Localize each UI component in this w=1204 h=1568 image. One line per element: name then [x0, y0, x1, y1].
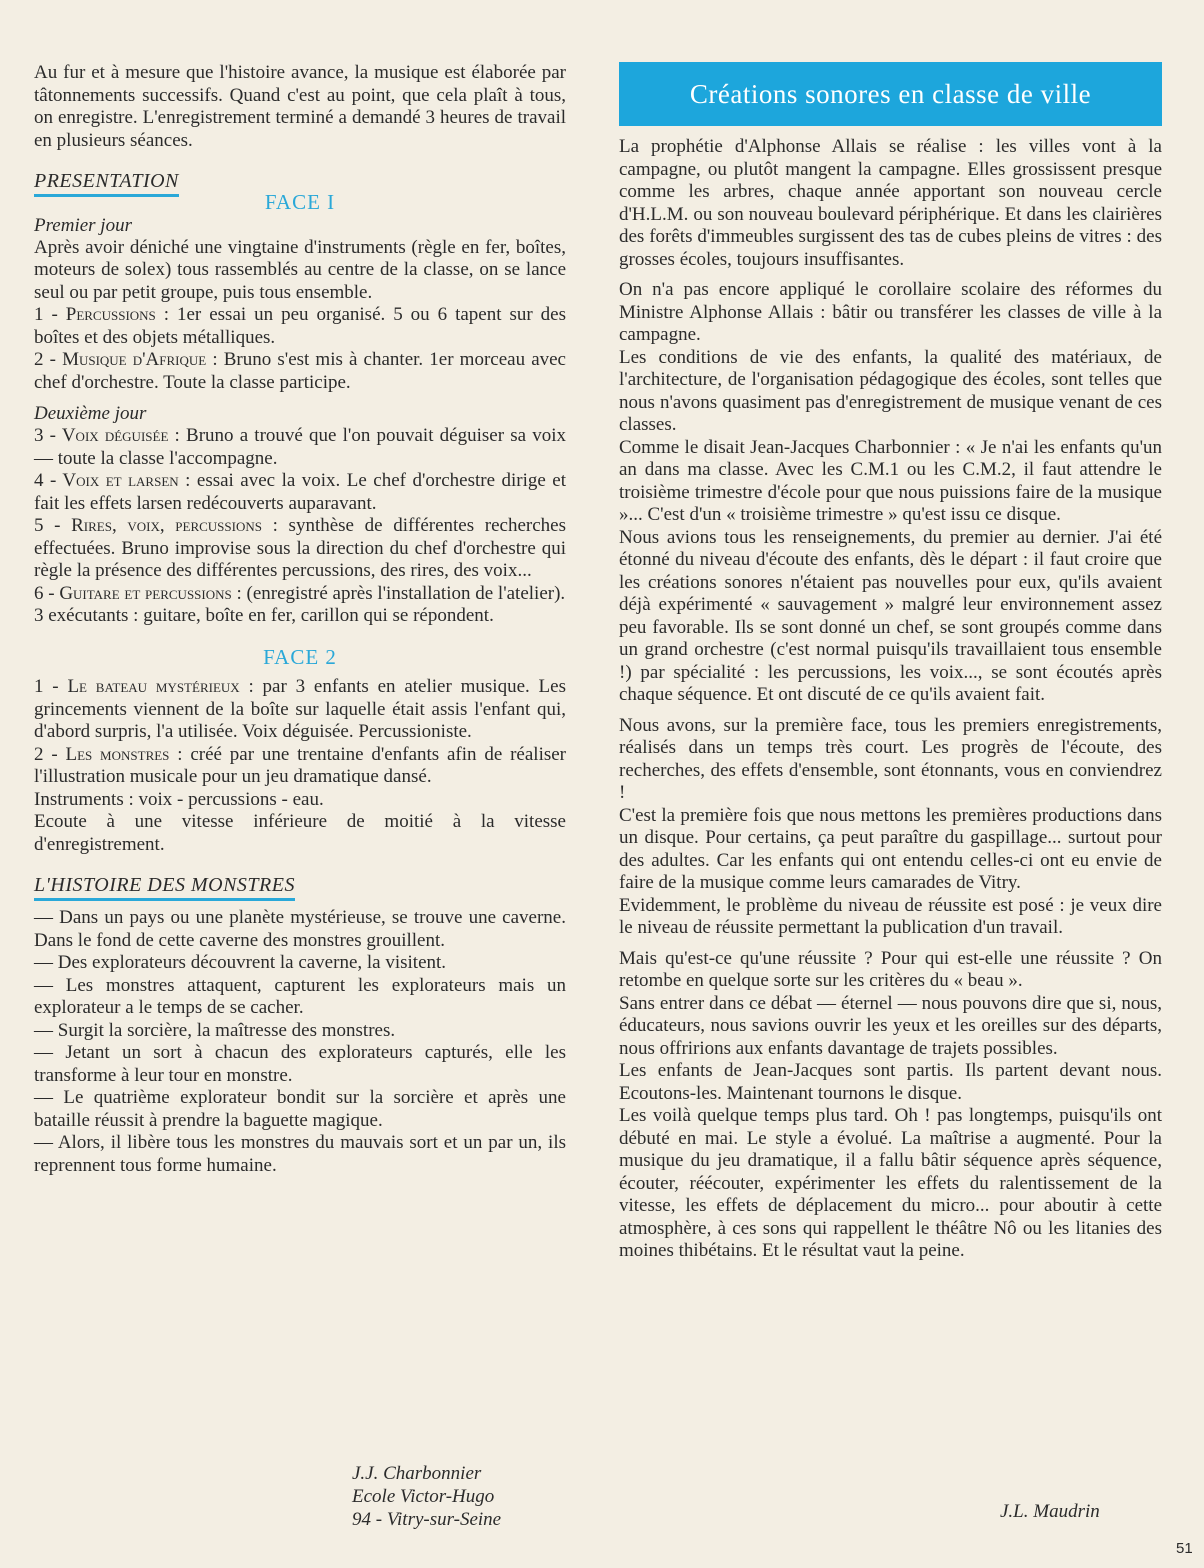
left-signature [352, 1462, 501, 1531]
item-5-label: 5 - Rires, voix, percussions : [34, 515, 278, 536]
item-5 [34, 515, 566, 583]
item-1-text: 1er essai un peu organisé. 5 ou 6 tapent sur des boîtes et des objets métalliques. [34, 304, 566, 348]
signature-city: 94 - Vitry-sur-Seine [352, 1509, 502, 1530]
item-6 [34, 583, 566, 606]
story-line: — Le quatrième explorateur bondit sur la sorcière et après une bataille réussit à prendre la baguette magique. [34, 1087, 566, 1131]
article-paragraph: Nous avions tous les renseignements, du premier au dernier. J'ai été étonné du niveau d'écoute des enfants, dès le départ : il faut croire que les créations sonores n'étaient pas nouvelles pour eux, qu'ils avaient déjà expérimenté « sauvagement » malgré leur environnement assez peu favorable. Ils se sont donné un chef, se sont groupés comme dans un grand orchestre (c'est normal puisqu'ils travaillaient tous ensemble !) par spécialité : les percussions, les voix..., se sont écoutés après chaque séquence. Et ont discuté de ce qu'ils avaient fait. [619, 526, 1162, 705]
article-paragraph: La prophétie d'Alphonse Allais se réalise : les villes vont à la campagne, ou plutôt mangent la campagne. Elles grossissent presque comme les arbres, chaque année apportant son nouveau cercle d'H.L.M. ou son nouveau boulevard périphérique. Et dans les clairières des forêts d'immeubles surgissent des tas de cubes pleins de vitres : des grosses écoles, toujours insuffisantes. [619, 136, 1162, 270]
story-line: — Dans un pays ou une planète mystérieuse, se trouve une caverne. Dans le fond de cette caverne des monstres grouillent. [34, 907, 566, 951]
left-column [34, 62, 566, 1177]
item-6-label: 6 - Guitare et percussions : [34, 582, 242, 604]
ecoute-line: Ecoute à une vitesse inférieure de moitié à la vitesse d'enregistrement. [34, 811, 566, 855]
item-2 [34, 349, 566, 394]
right-signature: J.L. Maudrin [1000, 1501, 1100, 1522]
instruments-line: Instruments : voix - percussions - eau. [34, 788, 324, 810]
article-paragraph: On n'a pas encore appliqué le corollaire scolaire des réformes du Ministre Alphonse Allais : bâtir ou transférer les classes de ville à la campagne. [619, 279, 1162, 345]
item-1-label: 1 - Percussions : [34, 304, 170, 325]
item-4-text: essai avec la voix. Le chef d'orchestre dirige et fait les effets larsen redécouverts auparavant. [34, 470, 566, 514]
article-paragraph: Evidemment, le problème du niveau de réussite est posé : je veux dire le niveau de réussite permettant la publication d'un travail. [619, 894, 1162, 938]
item-6-text: (enregistré après l'installation de l'atelier). [241, 582, 566, 604]
face-2-item-1-label: 1 - Le bateau mystérieux : [34, 676, 254, 697]
article-paragraph: Mais qu'est-ce qu'une réussite ? Pour qui est-elle une réussite ? On retombe en quelque sorte sur les critères du « beau ». [619, 947, 1162, 991]
day-1-intro: Après avoir déniché une vingtaine d'instruments (règle en fer, boîtes, moteurs de solex) tous rassemblés au centre de la classe, on se lance seul ou par petit groupe, puis tous ensemble. [34, 236, 566, 303]
article-title: Créations sonores en classe de ville [619, 62, 1162, 126]
item-2-text: Bruno s'est mis à chanter. 1er morceau avec chef d'orchestre. Toute la classe participe. [34, 349, 566, 393]
face-2-item-1-text: par 3 enfants en atelier musique. Les grincements viennent de la boîte sur laquelle était assis l'enfant qui, d'abord surpris, l'a utilisée. Voix déguisée. Percussioniste. [34, 676, 566, 742]
day-2-title: Deuxième jour [34, 403, 147, 424]
day-1-title: Premier jour [34, 214, 132, 236]
histoire-heading: L'HISTOIRE DES MONSTRES [34, 874, 295, 901]
story-line: — Surgit la sorcière, la maîtresse des monstres. [34, 1019, 396, 1041]
item-2-label: 2 - Musique d'Afrique : [34, 349, 218, 370]
face-2-item-2 [34, 744, 566, 789]
article-paragraph: Les enfants de Jean-Jacques sont partis. Ils partent devant nous. Ecoutons-les. Maintenant tournons le disque. [619, 1060, 1162, 1104]
article-paragraph: Nous avons, sur la première face, tous les premiers enregistrements, réalisés dans un temps très court. Les progrès de l'écoute, des recherches, des effets d'ensemble, sont étonnants, vous en conviendrez ! [619, 714, 1162, 803]
presentation-heading: PRESENTATION [34, 170, 179, 197]
item-4-label: 4 - Voix et larsen : [34, 470, 191, 491]
face-2-title: FACE 2 [263, 644, 337, 669]
face-2-item-1 [34, 676, 566, 744]
page-number: 51 [1176, 1540, 1193, 1557]
signature-name: J.J. Charbonnier [352, 1463, 482, 1484]
face-1-title: FACE I [264, 190, 336, 214]
story-line: — Des explorateurs découvrent la caverne, la visitent. [34, 952, 447, 973]
story-line: — Les monstres attaquent, capturent les explorateurs mais un explorateur a le temps de se cacher. [34, 974, 566, 1018]
article-paragraph: Les voilà quelque temps plus tard. Oh ! pas longtemps, puisqu'ils ont débuté en mai. Le style a évolué. La maîtrise a augmenté. Pour la musique du jeu dramatique, il a fallu bâtir séquence après séquence, écouter, réécouter, expérimenter les effets du ralentissement de la vitesse, les effets de déplacement du micro... pour aboutir à cette atmosphère, à ces sons qui rappellent le théâtre Nô ou les litanies des moines thibétains. Et le résultat vaut la peine. [619, 1105, 1162, 1261]
story-line: — Jetant un sort à chacun des explorateurs capturés, elle les transforme à leur tour en monstre. [34, 1042, 566, 1086]
right-column [619, 62, 1162, 1263]
article-paragraph: C'est la première fois que nous mettons les premières productions dans un disque. Pour certains, ça peut paraître du gaspillage... surtout pour des adultes. Car les enfants qui ont entendu celles-ci ont eu envie de faire de la musique comme leurs camarades de Vitry. [619, 804, 1162, 893]
item-5-text: synthèse de différentes recherches effectuées. Bruno improvise sous la direction du chef d'orchestre qui règle la présence des différentes percussions, des rires, des voix... [34, 515, 566, 581]
item-1 [34, 304, 566, 349]
item-3-text: Bruno a trouvé que l'on pouvait déguiser sa voix — toute la classe l'accompagne. [34, 425, 566, 469]
intro-paragraph: Au fur et à mesure que l'histoire avance, la musique est élaborée par tâtonnements successifs. Quand c'est au point, que cela plaît à tous, on enregistre. L'enregistrement terminé a demandé 3 heures de travail en plusieurs séances. [34, 62, 566, 151]
face-2-item-2-label: 2 - Les monstres : [34, 743, 183, 765]
article-paragraph: Les conditions de vie des enfants, la qualité des matériaux, de l'architecture, de l'organisation pédagogique des écoles, sont telles que nous n'avons quasiment pas d'enregistrement de musique venant de ces classes. [619, 346, 1162, 435]
signature-school: Ecole Victor-Hugo [352, 1486, 495, 1507]
item-6-extra: 3 exécutants : guitare, boîte en fer, carillon qui se répondent. [34, 605, 494, 626]
story-line: — Alors, il libère tous les monstres du mauvais sort et un par un, ils reprennent tous forme humaine. [34, 1132, 566, 1176]
item-4 [34, 470, 566, 515]
face-2-item-2-text: créé par une trentaine d'enfants afin de réaliser l'illustration musicale pour un jeu dramatique dansé. [34, 743, 567, 787]
item-3-label: 3 - Voix déguisée : [34, 425, 180, 446]
article-paragraph: Sans entrer dans ce débat — éternel — nous pouvons dire que si, nous, éducateurs, nous savions ouvrir les yeux et les oreilles sur des départs, nous offririons aux enfants davantage de trajets possibles. [619, 992, 1162, 1059]
item-3 [34, 425, 566, 470]
article-paragraph: Comme le disait Jean-Jacques Charbonnier : « Je n'ai les enfants qu'un an dans ma classe. Avec les C.M.1 ou les C.M.2, il faut attendre le troisième trimestre d'école pour que nous puissions faire de la musique »... C'est d'un « troisième trimestre » qu'est issu ce disque. [619, 436, 1162, 525]
